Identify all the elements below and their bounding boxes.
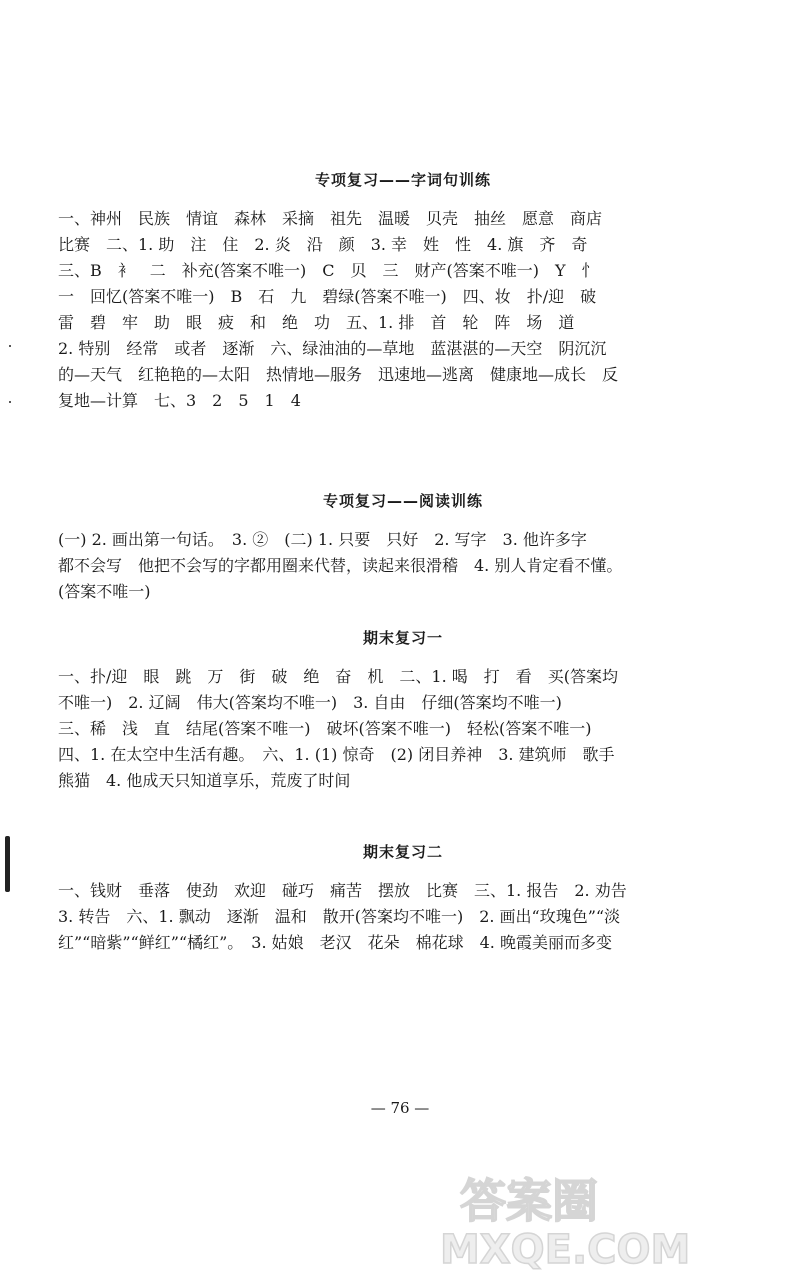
answer-line: 三、稀 浅 直 结尾(答案不唯一) 破坏(答案不唯一) 轻松(答案不唯一): [58, 719, 592, 738]
svg-text:MXQE.COM: MXQE.COM: [440, 1227, 691, 1270]
answer-lines: [58, 206, 748, 414]
answer-line: 都不会写 他把不会写的字都用圈来代替，读起来很滑稽 4. 别人肯定看不懂。: [58, 556, 623, 575]
section-title: 期末复习二: [362, 843, 443, 861]
answer-line: (一) 2. 画出第一句话。 3. ② (二) 1. 只要 只好 2. 写字 3. 他许多字: [58, 530, 587, 549]
answer-line: 一 回忆(答案不唯一) B 石 九 碧绿(答案不唯一) 四、妆 扑/迎 破: [58, 287, 597, 306]
binding-dot: [9, 401, 11, 403]
answer-line: (答案不唯一): [58, 582, 151, 601]
section-title: 期末复习一: [362, 629, 443, 647]
section-final-review-1: [58, 626, 748, 794]
section-word-sentence-training: [58, 168, 748, 414]
answer-line: 四、1. 在太空中生活有趣。 六、1. (1) 惊奇 (2) 闭目养神 3. 建筑师 歌手: [58, 745, 615, 764]
answer-line: 3. 转告 六、1. 飘动 逐渐 温和 散开(答案均不唯一) 2. 画出“玫瑰色”“淡: [58, 907, 621, 926]
watermark-logo: [420, 1165, 790, 1270]
binding-dot: [9, 345, 11, 347]
answer-line: 的—天气 红艳艳的—太阳 热情地—服务 迅速地—逃离 健康地—成长 反: [58, 365, 619, 384]
answer-line: 三、B 衤 二 补充(答案不唯一) C 贝 三 财产(答案不唯一) Y 忄: [58, 261, 598, 280]
answer-line: 一、神州 民族 情谊 森林 采摘 祖先 温暖 贝壳 抽丝 愿意 商店: [58, 209, 603, 228]
answer-lines: [58, 527, 748, 605]
answer-lines: [58, 878, 748, 956]
answer-line: 2. 特别 经常 或者 逐渐 六、绿油油的—草地 蓝湛湛的—天空 阴沉沉: [58, 339, 607, 358]
answer-line: 红”“暗紫”“鲜红”“橘红”。 3. 姑娘 老汉 花朵 棉花球 4. 晚霞美丽而多变: [58, 933, 612, 952]
section-final-review-2: [58, 840, 748, 956]
answer-line: 比赛 二、1. 助 注 住 2. 炎 沿 颜 3. 幸 姓 性 4. 旗 齐 奇: [58, 235, 588, 254]
answer-line: 雷 碧 牢 助 眼 疲 和 绝 功 五、1. 排 首 轮 阵 场 道: [58, 313, 575, 332]
answer-line: 复地—计算 七、3 2 5 1 4: [58, 391, 301, 410]
answer-line: 不唯一) 2. 辽阔 伟大(答案均不唯一) 3. 自由 仔细(答案均不唯一): [58, 693, 562, 712]
page-number: — 76 —: [370, 1099, 430, 1117]
section-title: 专项复习——字词句训练: [314, 171, 491, 189]
section-title: 专项复习——阅读训练: [322, 492, 483, 510]
answer-line: 一、扑/迎 眼 跳 万 街 破 绝 奋 机 二、1. 喝 打 看 买(答案均: [58, 667, 618, 686]
answer-line: 一、钱财 垂落 使劲 欢迎 碰巧 痛苦 摆放 比赛 三、1. 报告 2. 劝告: [58, 881, 627, 900]
svg-text:答案圈: 答案圈: [460, 1174, 598, 1228]
section-reading-training: [58, 489, 748, 605]
answer-line: 熊猫 4. 他成天只知道享乐，荒废了时间: [58, 771, 351, 790]
answer-lines: [58, 664, 748, 794]
binding-mark: [5, 836, 10, 892]
